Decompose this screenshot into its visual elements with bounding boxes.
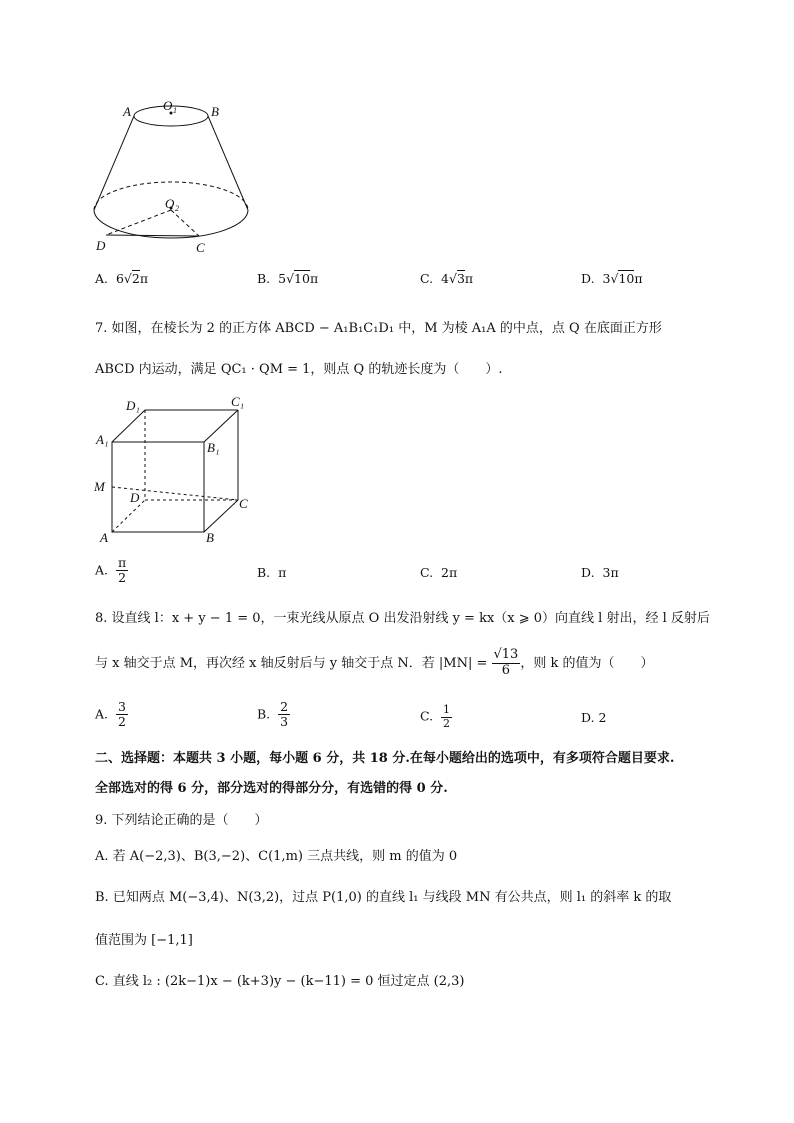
label-C1: C₁ xyxy=(231,394,245,409)
option-label: D. xyxy=(581,565,595,580)
q7-option-d[interactable]: D. 3π xyxy=(581,565,619,580)
label-D1: D₁ xyxy=(126,398,140,413)
option-label: D. xyxy=(581,271,595,286)
label-M: M xyxy=(94,479,105,494)
q6-option-d[interactable]: D. 3√10π xyxy=(581,271,643,286)
q8-option-c[interactable] xyxy=(420,704,452,730)
label-A: A xyxy=(100,530,108,545)
q6-option-b[interactable]: B. 5√10π xyxy=(257,271,319,286)
section-2-rules: 全部选对的得 6 分，部分选对的得部分分，有选错的得 0 分. xyxy=(95,781,448,796)
sqrt-sign: √ xyxy=(449,271,457,286)
fraction: $\frac{√13}{6}$ xyxy=(493,647,519,678)
label-D: D xyxy=(130,490,140,505)
option-label: C. xyxy=(420,708,434,724)
frustum-figure xyxy=(85,92,260,260)
sqrt-sign: √ xyxy=(123,271,132,286)
q8-line-1: 8. 设直线 l：x + y − 1 = 0，一束光线从原点 O 出发沿射线 y = kx（x ⩾ 0）向直线 l 射出，经 l 反射后 xyxy=(95,611,710,626)
fraction: $\frac{2}{3}$ xyxy=(280,699,289,730)
label-O2-sub: 2 xyxy=(175,204,179,213)
q9-option-c[interactable]: C. 直线 l₂ : (2k−1)x − (k+3)y − (k−11) = 0 恒过定点 (2,3) xyxy=(95,974,465,989)
label-B: B xyxy=(211,104,219,119)
label-D: D xyxy=(96,238,106,253)
fraction: $\frac{3}{2}$ xyxy=(117,699,126,730)
q8-option-b[interactable] xyxy=(257,700,290,730)
label-B: B xyxy=(206,530,214,545)
label-C: C xyxy=(239,496,248,511)
option-label: B. xyxy=(257,271,271,286)
option-label: A. xyxy=(95,562,109,578)
option-label: D. xyxy=(581,710,595,725)
q7-option-c[interactable]: C. 2π xyxy=(420,565,458,580)
label-O1-sub: 1 xyxy=(173,106,177,115)
q9-stem: 9. 下列结论正确的是（ ） xyxy=(95,813,268,828)
q6-option-c[interactable]: C. 4√3π xyxy=(420,271,474,286)
q7-line-2: ABCD 内运动，满足 QC₁ · QM = 1，则点 Q 的轨迹长度为（ ）. xyxy=(95,362,503,377)
q7-option-b[interactable]: B. π xyxy=(257,565,287,580)
label-A: A xyxy=(123,104,131,119)
fraction: $\frac{\pi}{2}$ xyxy=(117,555,127,586)
option-label: C. xyxy=(420,271,434,286)
q6-option-a[interactable]: A. 6√2π xyxy=(95,271,149,286)
option-label: A. xyxy=(95,271,109,286)
label-B1: B₁ xyxy=(207,440,220,455)
option-label: C. xyxy=(420,565,434,580)
sqrt-sign: √ xyxy=(286,271,295,286)
q7-option-a[interactable] xyxy=(95,556,128,586)
label-C: C xyxy=(196,240,205,255)
q8-line-2: 与 x 轴交于点 M，再次经 x 轴反射后与 y 轴交于点 N．若 |MN| = $\frac{√13}{6}$ ，则 k 的值为（ ） xyxy=(95,647,654,678)
option-label: A. xyxy=(95,706,109,722)
q9-option-a[interactable]: A. 若 A(−2,3)、B(3,−2)、C(1,m) 三点共线，则 m 的值为 0 xyxy=(95,849,458,864)
label-O2: O xyxy=(165,196,175,211)
q8-option-d[interactable]: D. 2 xyxy=(581,710,607,725)
q8-option-a[interactable] xyxy=(95,700,128,730)
sqrt-sign: √ xyxy=(610,271,619,286)
option-label: B. xyxy=(257,565,271,580)
fraction: $\frac{1}{2}$ xyxy=(443,703,451,730)
q7-line-1: 7. 如图，在棱长为 2 的正方体 ABCD − A₁B₁C₁D₁ 中，M 为棱 A₁A 的中点，点 Q 在底面正方形 xyxy=(95,321,662,336)
q9-option-b-line-1[interactable]: B. 已知两点 M(−3,4)、N(3,2)，过点 P(1,0) 的直线 l₁ 与线段 MN 有公共点，则 l₁ 的斜率 k 的取 xyxy=(95,890,672,905)
option-label: B. xyxy=(257,706,271,722)
cube-figure xyxy=(90,392,260,548)
q9-option-b-line-2: 值范围为 [−1,1] xyxy=(95,933,193,948)
section-2-heading: 二、选择题：本题共 3 小题，每小题 6 分，共 18 分.在每小题给出的选项中，有多项符合题目要求. xyxy=(95,751,675,766)
label-O1: O xyxy=(163,98,173,113)
label-A1: A₁ xyxy=(96,432,109,447)
